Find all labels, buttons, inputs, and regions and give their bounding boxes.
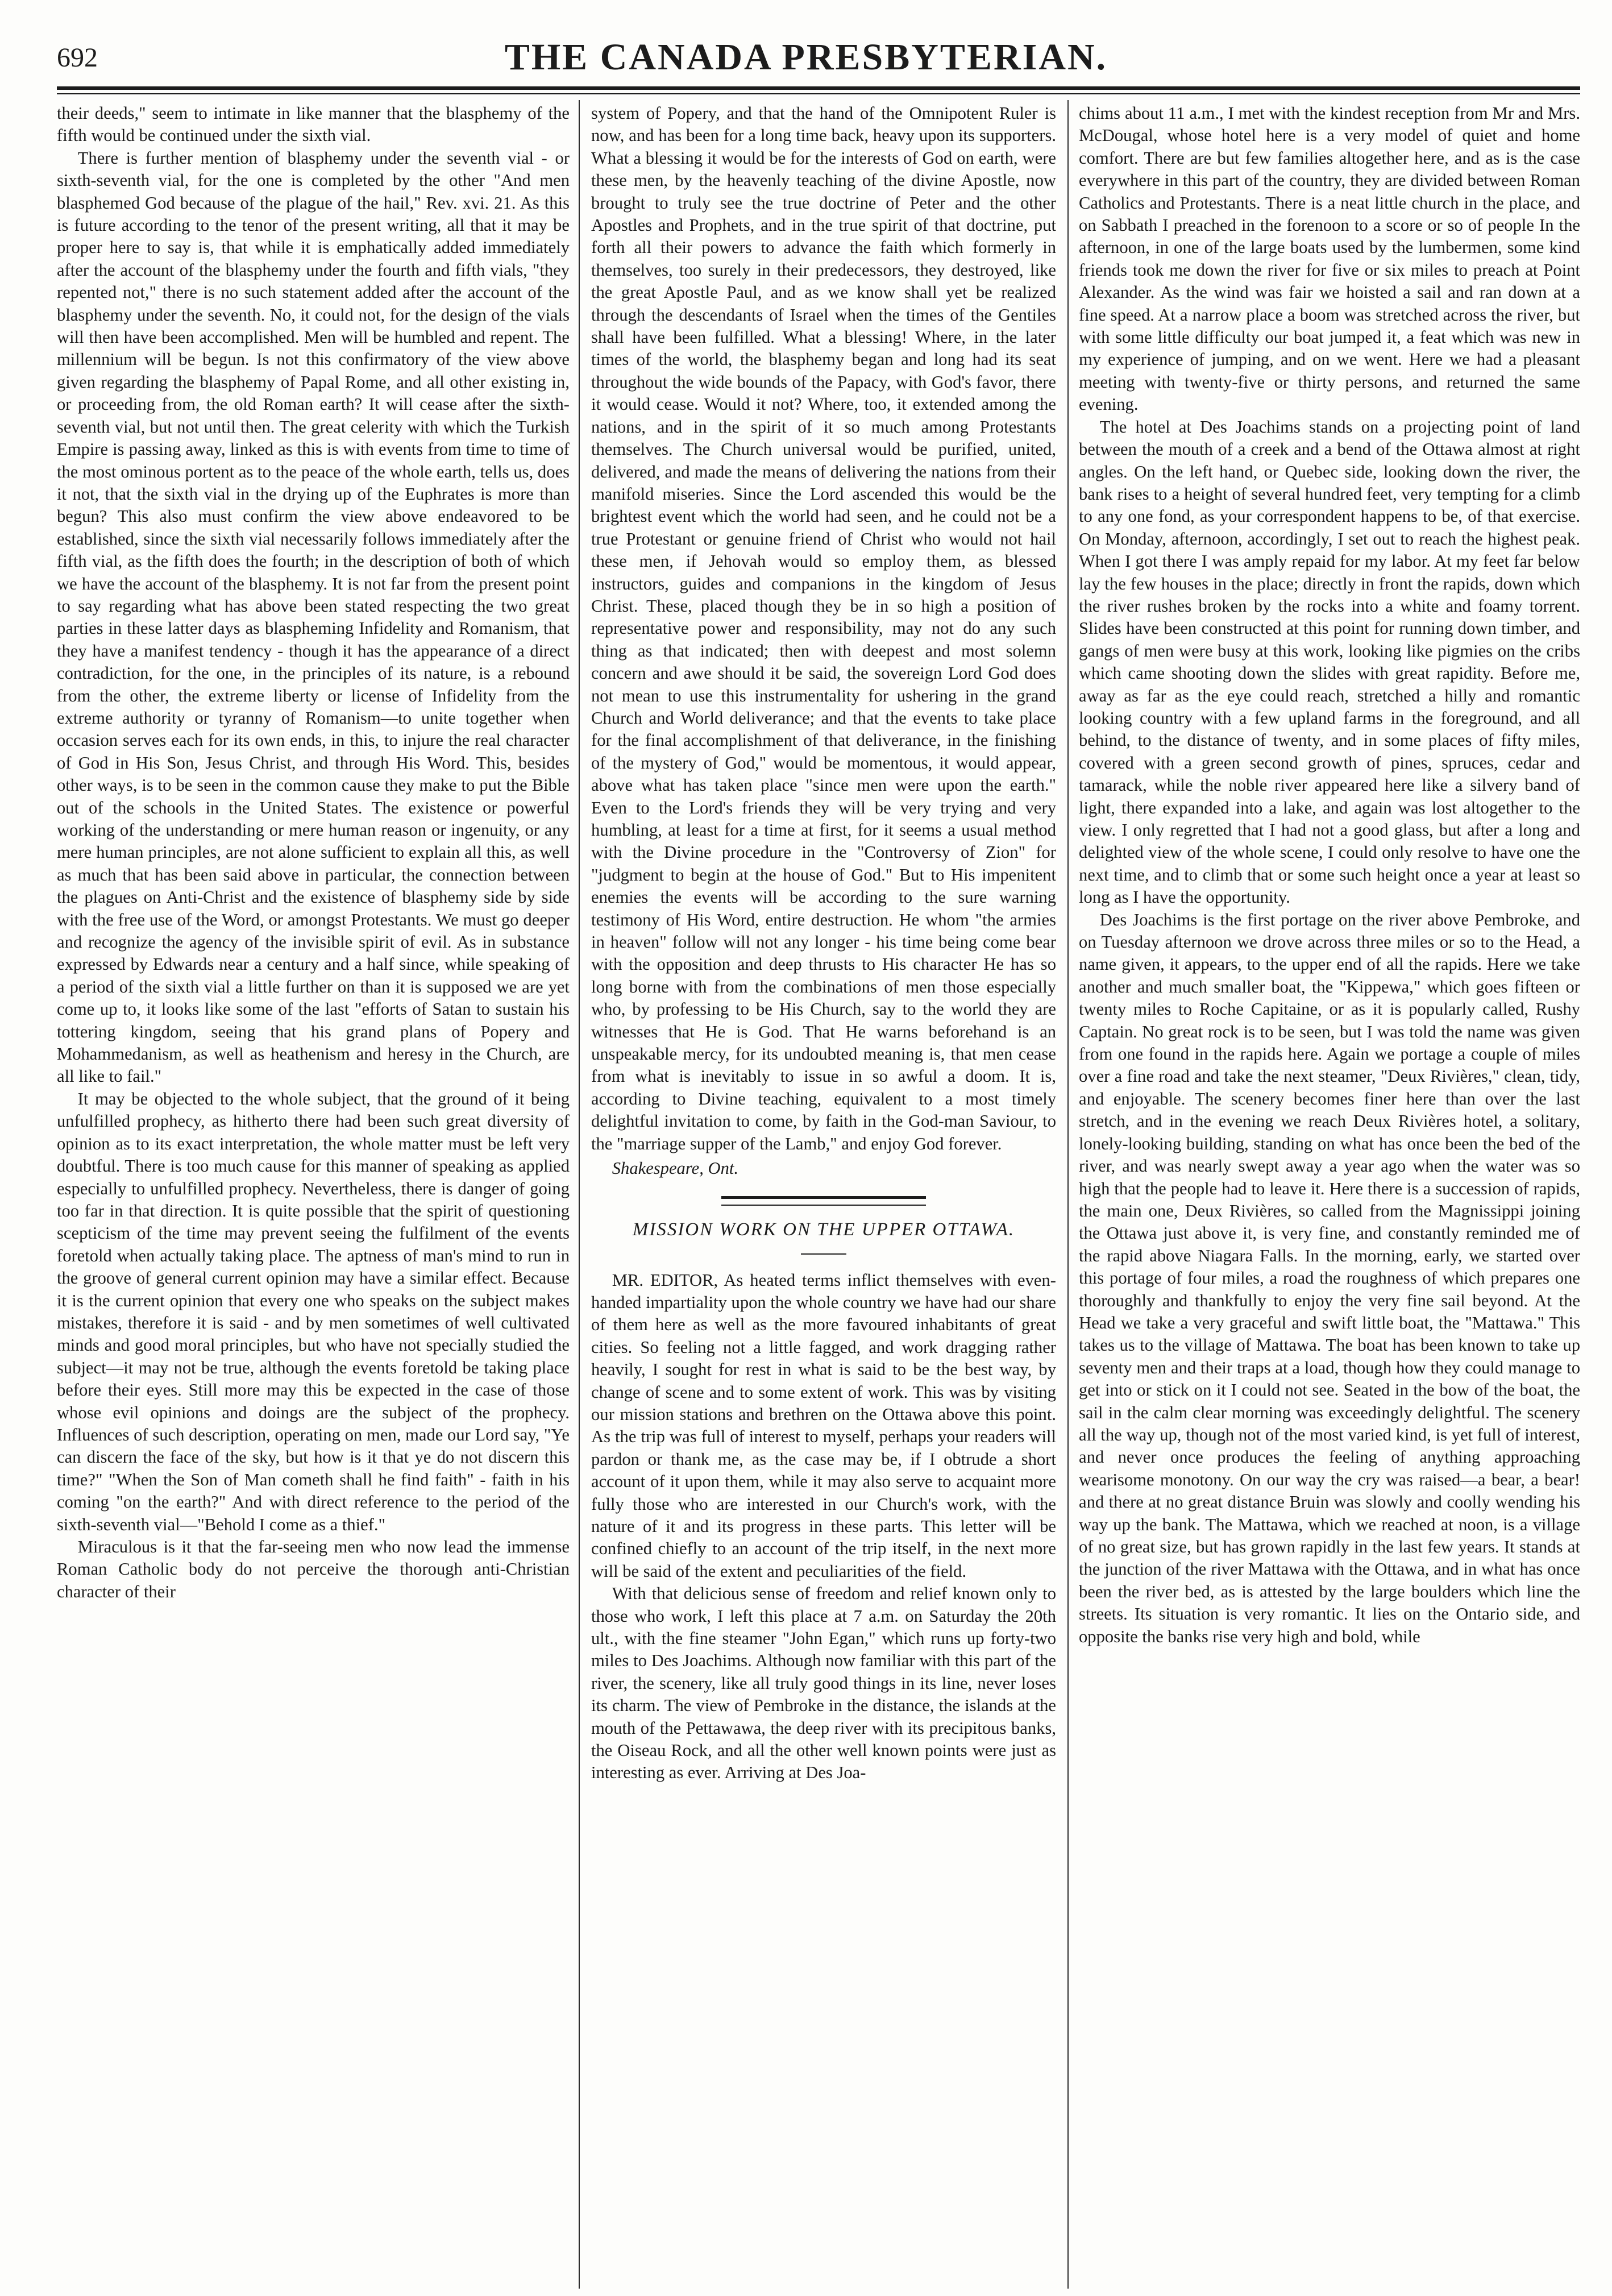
paragraph: There is further mention of blasphemy under the seventh vial - or sixth-seventh vial, for the one is completed by the other "And men blasphemed God because of the plague of the hail," Rev. xvi. 21. As this is future according to the tenor of the present writing, all that it may be proper here to say is, that while it is emphatically added immediately after the account of the blasphemy under the fourth and fifth vials, "they repented not," there is no such statement added after the account of the blasphemy under the seventh. No, it could not, for the design of the vials will then have been accomplished. Men will be humbled and repent. The millennium will be begun. Is not this confirmatory of the view above given regarding the blasphemy of Papal Rome, and all other existing in, or proceeding from, the old Roman earth? It will cease after the sixth-seventh vial, but not until then. The great celerity with which the Turkish Empire is passing away, linked as this is with events from time to time of the most ominous portent as to the peace of the whole earth, tells us, does it not, that the sixth vial in the drying up of the Euphrates is more than begun? This also must confirm the view above endeavored to be established, since the sixth vial necessarily follows immediately after the fifth vial, as the fifth does the fourth; in the description of both of which we have the account of the blasphemy. It is not far from the present point to say regarding what has above been stated respecting the two great parties in these latter days as blaspheming Infidelity and Romanism, that they have a manifest tendency - though it has the appearance of a direct contradiction, for the one, in the principles of its nature, is a rebound from the other, the extreme liberty or license of Infidelity from the extreme authority or tyranny of Romanism—to unite together when occasion serves each for its own ends, in this, to injure the real character of God in His Son, Jesus Christ, and through His Word. This, besides other ways, is to be seen in the common cause they make to put the Bible out of the schools in the United States. The existence or powerful working of the understanding or mere human reason or ingenuity, or any mere human principles, are not alone sufficient to explain all this, as well as much that has been said above in particular, the connection between the plagues on Anti-Christ and the existence of blasphemy side by side with the free use of the Word, or amongst Protestants. We must go deeper and recognize the agency of the invisible spirit of evil. As in substance expressed by Edwards near a century and a half since, while speaking of a period of the sixth vial a little further on than it is supposed we are yet come up to, it looks like some of the last "efforts of Satan to sustain his tottering kingdom, seeing that his grand plans of Popery and Mohammedanism, as well as heathenism and heresy in the Church, are all like to fail." (57, 148, 570, 1086)
column-divider (1067, 100, 1069, 2289)
paragraph: their deeds," seem to intimate in like manner that the blasphemy of the fifth would be continued under the sixth vial. (57, 103, 570, 146)
paragraph: system of Popery, and that the hand of the Omnipotent Ruler is now, and has been for a long time back, heavy upon its supporters. What a blessing it would be for the interests of God on earth, were these men, by the heavenly teaching of the divine Apostle, now brought to truly see the true doctrine of Peter and the other Apostles and Prophets, and in the true spirit of that doctrine, put forth all their powers to advance the faith which formerly in themselves, too surely in their predecessors, they destroyed, like the great Apostle Paul, and as we know shall yet be realized through the descendants of Israel when the times of the Gentiles shall have been fulfilled. What a blessing! Where, in the later times of the world, the blasphemy began and long had its seat throughout the wide bounds of the Papacy, with God's favor, there it would cease. Would it not? Where, too, it extended among the nations, and in the spirit of it so much among Protestants themselves. The Church universal would be purified, united, delivered, and made the means of delivering the nations from their manifold miseries. Since the Lord ascended this would be the brightest event which the world had seen, and he could not be a true Protestant or genuine friend of Christ who would not hail these men, if Jehovah would so employ them, as blessed instructors, guides and companions in the kingdom of Jesus Christ. These, placed though they be in so high a position of representative power and responsibility, may not do any such thing as that indicated; then with deepest and most solemn concern and awe should it be said, the sovereign Lord God does not mean to use this instrumentality for ushering in the grand Church and World deliverance; and that the events to take place for the final accomplishment of that deliverance, in the finishing of the mystery of God," would be momentous, it would appear, above what has taken place "since men were upon the earth." Even to the Lord's friends they will be very trying and very humbling, at least for a time at first, for it seems a usual method with the Divine procedure in the "Controversy of Zion" for "judgment to begin at the house of God." But to His impenitent enemies the events will be according to the sure warning testimony of His Word, entire destruction. He whom "the armies in heaven" follow will not any longer - his time being come bear with the opposition and deep thrusts to His character He has so long borne with from the combinations of men those especially who, by professing to be His Church, say to the world they are witnesses that He is God. That He warns beforehand is an unspeakable mercy, for its undoubted meaning is, that men cease from what is inevitably to issue in so awful a doom. It is, according to Divine teaching, equivalent to a most timely delightful invitation to come, by faith in the God-man Saviour, to the "marriage supper of the Lamb," and enjoy God forever. (591, 103, 1056, 1153)
masthead-title: THE CANADA PRESBYTERIAN. (504, 36, 1108, 78)
column-1 (57, 102, 570, 2285)
column-2 (591, 102, 1056, 2285)
section-rule-small (801, 1253, 846, 1255)
masthead-rule-thick (57, 86, 1580, 90)
paragraph: It may be objected to the whole subject, that the ground of it being unfulfilled prophecy, as hitherto there had been such great diversity of opinion as to its exact interpretation, the whole matter must be left very doubtful. There is too much cause for this manner of speaking as applied especially to unfulfilled prophecy. Nevertheless, there is danger of going too far in that direction. It is quite possible that the spirit of questioning scepticism of the time may prevent seeing the fulfilment of the events foretold when actually taking place. The aptness of man's mind to run in the groove of general current opinion may have a similar effect. Because it is the current opinion that every one who speaks on the subject makes mistakes, therefore it is said - and by men sometimes of well cultivated minds and good moral principles, but who have not specially studied the subject—it may not be true, although the events foretold be taking place before their eyes. Still more may this be expected in the case of those whose evil opinions and doings are the subject of the prophecy. Influences of such description, operating on men, made our Lord say, "Ye can discern the face of the sky, but how is it that ye do not discern this time?" "When the Son of Man cometh shall he find faith" - faith in his coming "on the earth?" And with direct reference to the period of the sixth-seventh vial—"Behold I come as a thief." (57, 1089, 570, 1534)
column-divider (579, 100, 580, 2289)
paragraph: Des Joachims is the first portage on the river above Pembroke, and on Tuesday afternoon we drove across three miles or so to the Head, a name given, it appears, to the upper end of all the rapids. Here we take another and much smaller boat, the "Kippewa," which goes fifteen or twenty miles to Roche Capitaine, or as it is popularly called, Rushy Captain. No great rock is to be seen, but I was told the name was given from one found in the rapids here. Again we portage a couple of miles over a fine road and take the next steamer, "Deux Rivières," clean, tidy, and enjoyable. The scenery becomes finer here than over the last stretch, and in the evening we reach Deux Rivières hotel, a solitary, lonely-looking building, standing on what has once been the bed of the river, and was nearly swept away a year ago when the water was so high that the people had to leave it. Here there is a succession of rapids, the main one, Deux Rivières, so called from the Magnissippi joining the Ottawa just above it, is very fine, and constantly reminded me of the rapid above Niagara Falls. In the morning, early, we started over this portage of four miles, a road the roughness of which prepares one thoroughly and thankfully to enjoy the very fine sail beyond. At the Head we take a very graceful and swift little boat, the "Mattawa." This takes us to the village of Mattawa. The boat has been known to take up seventy men and their traps at a load, though how they could manage to get into or stick on it I could not see. Seated in the bow of the boat, the sail in the calm clear morning was exceedingly delightful. The scenery all the way up, though not of the most varied kind, is yet full of interest, and never once produces the feeling of anything approaching wearisome monotony. On our way the cry was raised—a bear, a bear! and there at no great distance Bruin was slowly and coolly wending his way up the bank. The Mattawa, which we reached at noon, is a village of no great size, but has grown rapidly in the last few years. It stands at the junction of the river Mattawa with the Ottawa, and in what has once been the river bed, as is attested by the large boulders which line the streets. Its situation is very romantic. It lies on the Ontario side, and opposite the banks rise very high and bold, while (1079, 910, 1580, 1646)
paragraph: With that delicious sense of freedom and relief known only to those who work, I left this place at 7 a.m. on Saturday the 20th ult., with the fine steamer "John Egan," which runs up forty-two miles to Des Joachims. Although now familiar with this part of the river, the scenery, like all truly good things in its line, never loses its charm. The view of Pembroke in the distance, the islands at the mouth of the Pettawawa, the deep river with its precipitous banks, the Oiseau Rock, and all the other well known points were just as interesting as ever. Arriving at Des Joa- (591, 1584, 1056, 1783)
article-signature: Shakespeare, Ont. (612, 1159, 739, 1178)
page-number: 692 (57, 43, 98, 73)
section-heading: MISSION WORK ON THE UPPER OTTAWA. (632, 1219, 1015, 1240)
paragraph: chims about 11 a.m., I met with the kindest reception from Mr and Mrs. McDougal, whose hotel here is a very model of quiet and home comfort. There are but few families altogether here, and as is the case everywhere in this part of the country, they are divided between Roman Catholics and Protestants. There is a neat little church in the place, and on Sabbath I preached in the forenoon to a score or so of people In the afternoon, in one of the large boats used by the lumbermen, some kind friends took me down the river for five or six miles to preach at Point Alexander. As the wind was fair we hoisted a sail and ran down at a fine speed. At a narrow place a boom was stretched across the river, but with some little difficulty our boat jumped it, a feat which was new in my experience of jumping, and on we went. Here we had a pleasant meeting with twenty-five or thirty persons, and returned the same evening. (1079, 103, 1580, 414)
column-3 (1079, 102, 1580, 2285)
paragraph: MR. EDITOR, As heated terms inflict themselves with even-handed impartiality upon the whole country we have had our share of them here as well as the more favoured inhabitants of great cities. So feeling not a little fagged, and work dragging rather heavily, I sought for rest in what is said to be the best way, by change of scene and to some extent of work. This was by visiting our mission stations and brethren on the Ottawa above this point. As the trip was full of interest to myself, perhaps your readers will pardon or thank me, as the case may be, if I obtrude a short account of it upon them, while it may also serve to acquaint more fully those who are interested in our Church's work, with the nature of it and its progress in these parts. This letter will be confined chiefly to an account of the trip itself, in the next more will be said of the extent and peculiarities of the field. (591, 1270, 1056, 1581)
section-rule (721, 1196, 926, 1206)
paragraph: The hotel at Des Joachims stands on a projecting point of land between the mouth of a creek and a bend of the Ottawa almost at right angles. On the left hand, or Quebec side, looking down the river, the bank rises to a height of several hundred feet, very tempting for a climb to any one fond, as your correspondent happens to be, of that exercise. On Monday, afternoon, accordingly, I set out to reach the highest peak. When I got there I was amply repaid for my labor. At my feet far below lay the few houses in the place; directly in front the rapids, down which the river rushes broken by the rocks into a white and foamy torrent. Slides have been constructed at this point for running down timber, and gangs of men were busy at this work, looking like pigmies on the cribs which came shooting down the slides with great rapidity. Before me, away as far as the eye could reach, stretched a hilly and romantic looking country with a few upland farms in the foreground, and all behind, to the distance of twenty, and in some places of fifty miles, covered with a green second growth of pines, spruces, cedar and tamarack, while the noble river appeared here like a silvery band of light, there expanded into a lake, and again was lost altogether to the view. I only regretted that I had not a good glass, but after a long and delighted view of the whole scene, I could only resolve to have one the next time, and to climb that or some such height once a year at least so long as I have the opportunity. (1079, 417, 1580, 907)
masthead-rule-thin (57, 93, 1580, 94)
paragraph: Miraculous is it that the far-seeing men who now lead the immense Roman Catholic body do not perceive the thorough anti-Christian character of their (57, 1537, 570, 1601)
